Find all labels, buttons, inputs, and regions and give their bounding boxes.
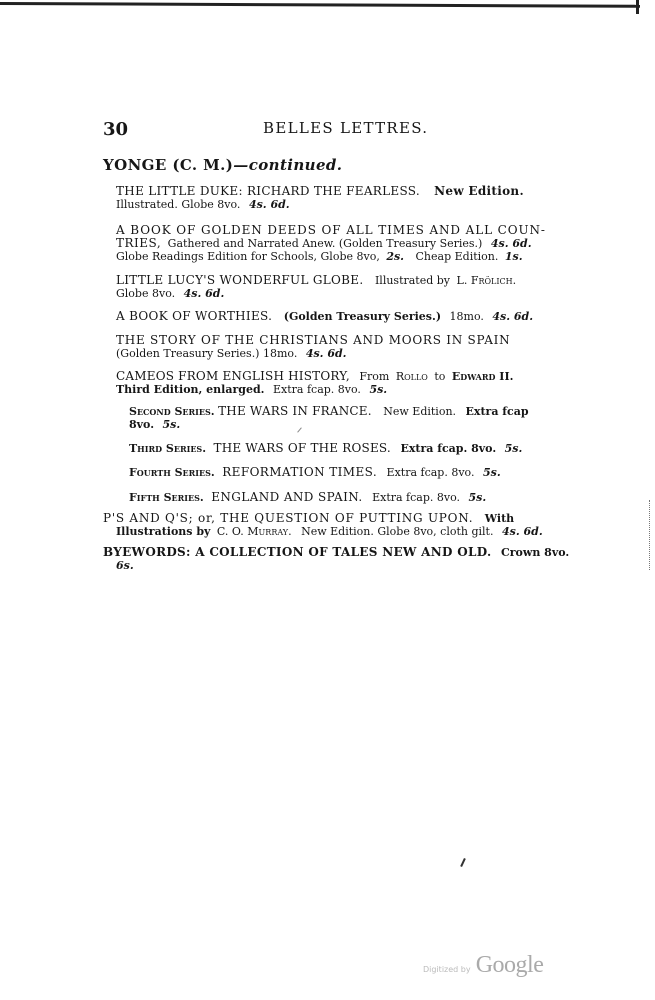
entry-price-cheap: 1s. (504, 250, 523, 263)
entry-format: Extra fcap. 8vo. (372, 491, 461, 504)
entry-details: New Edition. Globe 8vo, cloth gilt. (301, 525, 494, 538)
digitized-watermark (423, 952, 543, 979)
entry-golden-deeds (116, 224, 546, 263)
author-name: YONGE (C. M.) (103, 156, 234, 174)
entry-price: 5s. (468, 491, 487, 504)
entry-title: CAMEOS FROM ENGLISH HISTORY, (116, 369, 350, 383)
entry-price: 5s. (482, 466, 501, 479)
entry-title: THE WARS IN FRANCE. (218, 404, 372, 418)
entry-details: (Golden Treasury Series.) 18mo. (116, 347, 298, 360)
entry-name-edward: Edward II. (451, 370, 514, 383)
entry-title: A BOOK OF GOLDEN DEEDS OF ALL TIMES AND ALL COUN- (116, 223, 546, 237)
entry-edition: Third Edition, enlarged. (116, 383, 265, 396)
entry-series: Second Series. (129, 405, 215, 418)
entry-title: REFORMATION TIMES. (222, 465, 378, 479)
entry-with: With (484, 512, 515, 525)
entry-format: Extra fcap. 8vo. (400, 442, 497, 455)
entry-from: From (359, 370, 390, 383)
running-head: BELLES LETTRES. (263, 119, 429, 137)
entry-title: THE WARS OF THE ROSES. (213, 441, 391, 455)
page-number: 30 (103, 119, 129, 140)
entry-format: Crown 8vo. (500, 546, 570, 559)
entry-title: THE LITTLE DUKE: RICHARD THE FEARLESS. (116, 184, 420, 198)
entry-third-series (129, 442, 522, 455)
entry-details: Gathered and Narrated Anew. (Golden Treasury Series.) (167, 237, 483, 250)
entry-fifth-series (129, 491, 486, 504)
entry-price: 4s. 6d. (490, 237, 532, 250)
entry-name-rollo: Rollo (395, 370, 428, 383)
entry-series: (Golden Treasury Series.) (283, 310, 442, 323)
entry-little-lucy (116, 274, 516, 300)
top-border-edge (636, 0, 639, 14)
entry-edition: New Edition. (383, 405, 457, 418)
entry-book-of-worthies (116, 310, 533, 323)
entry-second-series (129, 405, 529, 431)
entry-format: Extra fcap. 8vo. (386, 466, 475, 479)
entry-price-globe: 2s. (386, 250, 405, 263)
entry-price: 5s. (162, 418, 181, 431)
entry-little-duke (116, 185, 524, 211)
entry-illustrations: Illustrations by (116, 525, 211, 538)
entry-title: ENGLAND AND SPAIN. (211, 490, 363, 504)
author-heading (103, 156, 342, 174)
entry-details: Illustrated by (374, 274, 451, 287)
entry-title: THE STORY OF THE CHRISTIANS AND MOORS IN SPAIN (116, 333, 511, 347)
entry-price: 4s. 6d. (492, 310, 534, 323)
entry-price: 4s. 6d. (305, 347, 347, 360)
entry-fourth-series (129, 466, 501, 479)
entry-edition: New Edition. (434, 184, 524, 198)
entry-to: to (434, 370, 446, 383)
entry-price: 4s. 6d. (183, 287, 225, 300)
entry-title: LITTLE LUCY'S WONDERFUL GLOBE. (116, 273, 364, 287)
entry-cameos (116, 370, 513, 396)
entry-format: Extra fcap. 8vo. (273, 383, 361, 396)
entry-details-globe: Globe Readings Edition for Schools, Globe 8vo, (116, 250, 380, 263)
entry-price: 4s. 6d. (248, 198, 290, 211)
entry-price: 4s. 6d. (501, 525, 543, 538)
entry-byewords (103, 546, 569, 572)
author-continued: —continued. (233, 156, 343, 174)
entry-details-cheap: Cheap Edition. (415, 250, 499, 263)
entry-series: Fourth Series. (129, 466, 215, 479)
watermark-prefix: Digitized by (423, 965, 471, 974)
entry-series: Fifth Series. (129, 491, 204, 504)
entry-details: Illustrated. Globe 8vo. (116, 198, 241, 211)
entry-illustrator: L. Frölich. (456, 274, 517, 287)
margin-marks (649, 500, 651, 570)
entry-ps-and-qs (103, 512, 543, 538)
top-border-rule (0, 2, 640, 8)
entry-price: 5s. (504, 442, 523, 455)
entry-title: A BOOK OF WORTHIES. (116, 309, 273, 323)
entry-illustrator: C. O. Murray. (216, 525, 292, 538)
entry-format: Extra fcap (465, 405, 529, 418)
entry-price: 6s. (116, 559, 134, 572)
entry-format: Globe 8vo. (116, 287, 176, 300)
entry-title: P'S AND Q'S; or, THE QUESTION OF PUTTING UPON. (103, 511, 474, 525)
entry-series: Third Series. (129, 442, 207, 455)
entry-price: 5s. (369, 383, 388, 396)
entry-title: BYEWORDS: A COLLECTION OF TALES NEW AND OLD. (103, 545, 492, 559)
page-header (103, 117, 553, 141)
entry-christians-and-moors (116, 334, 510, 360)
google-logo: Google (475, 952, 544, 978)
entry-format-cont: 8vo. (129, 418, 155, 431)
pencil-mark (460, 858, 466, 867)
entry-title-cont: TRIES, (116, 236, 162, 250)
entry-format: 18mo. (449, 310, 484, 323)
